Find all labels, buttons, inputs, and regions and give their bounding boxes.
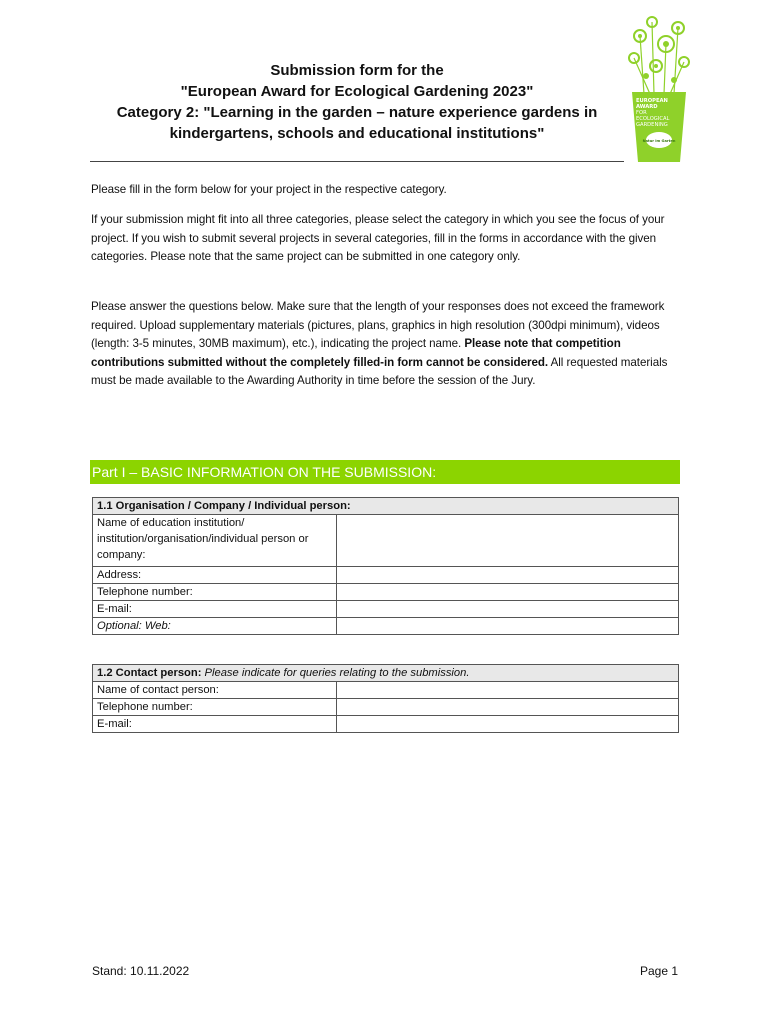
intro-p3-bold-notice: Please note that competition contributions submitted without the completely filled-in form cannot be considered. (91, 337, 621, 369)
title-line-1: Submission form for the (270, 62, 444, 79)
title-line-4: kindergartens, schools and educational institutions" (169, 125, 545, 142)
intro-p3-end: All requested materials must be made available to the Awarding Authority in time before the session of the Jury. (91, 355, 668, 388)
org-name-label: Name of education institution/ institution/organisation/individual person or company: (93, 515, 337, 567)
org-address-field[interactable] (337, 567, 679, 584)
award-logo (626, 14, 692, 164)
footer-page-number: Page 1 (640, 964, 679, 978)
contact-person-table (92, 664, 679, 733)
section-1-2-heading-note: Please indicate for queries relating to the submission. (201, 667, 470, 679)
intro-paragraph-3 (91, 298, 679, 391)
contact-email-label: E-mail: (93, 716, 337, 733)
intro-paragraph-2: If your submission might fit into all three categories, please select the category in which you see the focus of your project. If you wish to submit several projects in several categories, fill in the forms in accordance with the given categories. Please note that the same project can be submitted in one category only. (91, 213, 665, 264)
contact-name-field[interactable] (337, 682, 679, 699)
org-telephone-label: Telephone number: (93, 584, 337, 601)
section-1-2-heading-bold: 1.2 Contact person: (97, 667, 202, 679)
section-1-1-heading: 1.1 Organisation / Company / Individual person: (93, 498, 679, 515)
contact-telephone-field[interactable] (337, 699, 679, 716)
intro-paragraph-1: Please fill in the form below for your project in the respective category. (91, 183, 447, 196)
org-web-field[interactable] (337, 618, 679, 635)
award-logo-graphic (626, 14, 692, 164)
logo-text-line3: FOR (636, 110, 647, 116)
organisation-table (92, 497, 679, 635)
contact-telephone-label: Telephone number: (93, 699, 337, 716)
logo-text-line4: ECOLOGICAL (636, 116, 670, 122)
title-line-3: Category 2: "Learning in the garden – nature experience gardens in (116, 104, 598, 121)
org-web-label: Optional: Web: (93, 618, 337, 635)
logo-badge-text: Natur im Garten (642, 139, 676, 143)
logo-text-line5: GARDENING (636, 122, 668, 128)
org-address-label: Address: (93, 567, 337, 584)
org-email-field[interactable] (337, 601, 679, 618)
title-line-2: "European Award for Ecological Gardening 2023" (180, 83, 534, 100)
intro-p3-start: Please answer the questions below. Make sure that the length of your responses does not exceed the framework required. Upload supplementary materials (pictures, plans, graphics in high resolution (300dpi minimum), videos (length: 3-5 minutes, 30MB maximum), etc.), indicating the project name. (91, 300, 665, 351)
org-telephone-field[interactable] (337, 584, 679, 601)
contact-email-field[interactable] (337, 716, 679, 733)
part-1-heading: Part I – BASIC INFORMATION ON THE SUBMISSION: (90, 460, 680, 484)
page-title (90, 60, 624, 144)
org-email-label: E-mail: (93, 601, 337, 618)
logo-text-line2: AWARD (636, 104, 658, 110)
section-1-2-heading (93, 665, 679, 682)
org-name-field[interactable] (337, 515, 679, 567)
logo-text-line1: EUROPEAN (636, 98, 668, 104)
contact-name-label: Name of contact person: (93, 682, 337, 699)
footer-stand-date: Stand: 10.11.2022 (92, 964, 190, 978)
title-divider (90, 161, 624, 162)
